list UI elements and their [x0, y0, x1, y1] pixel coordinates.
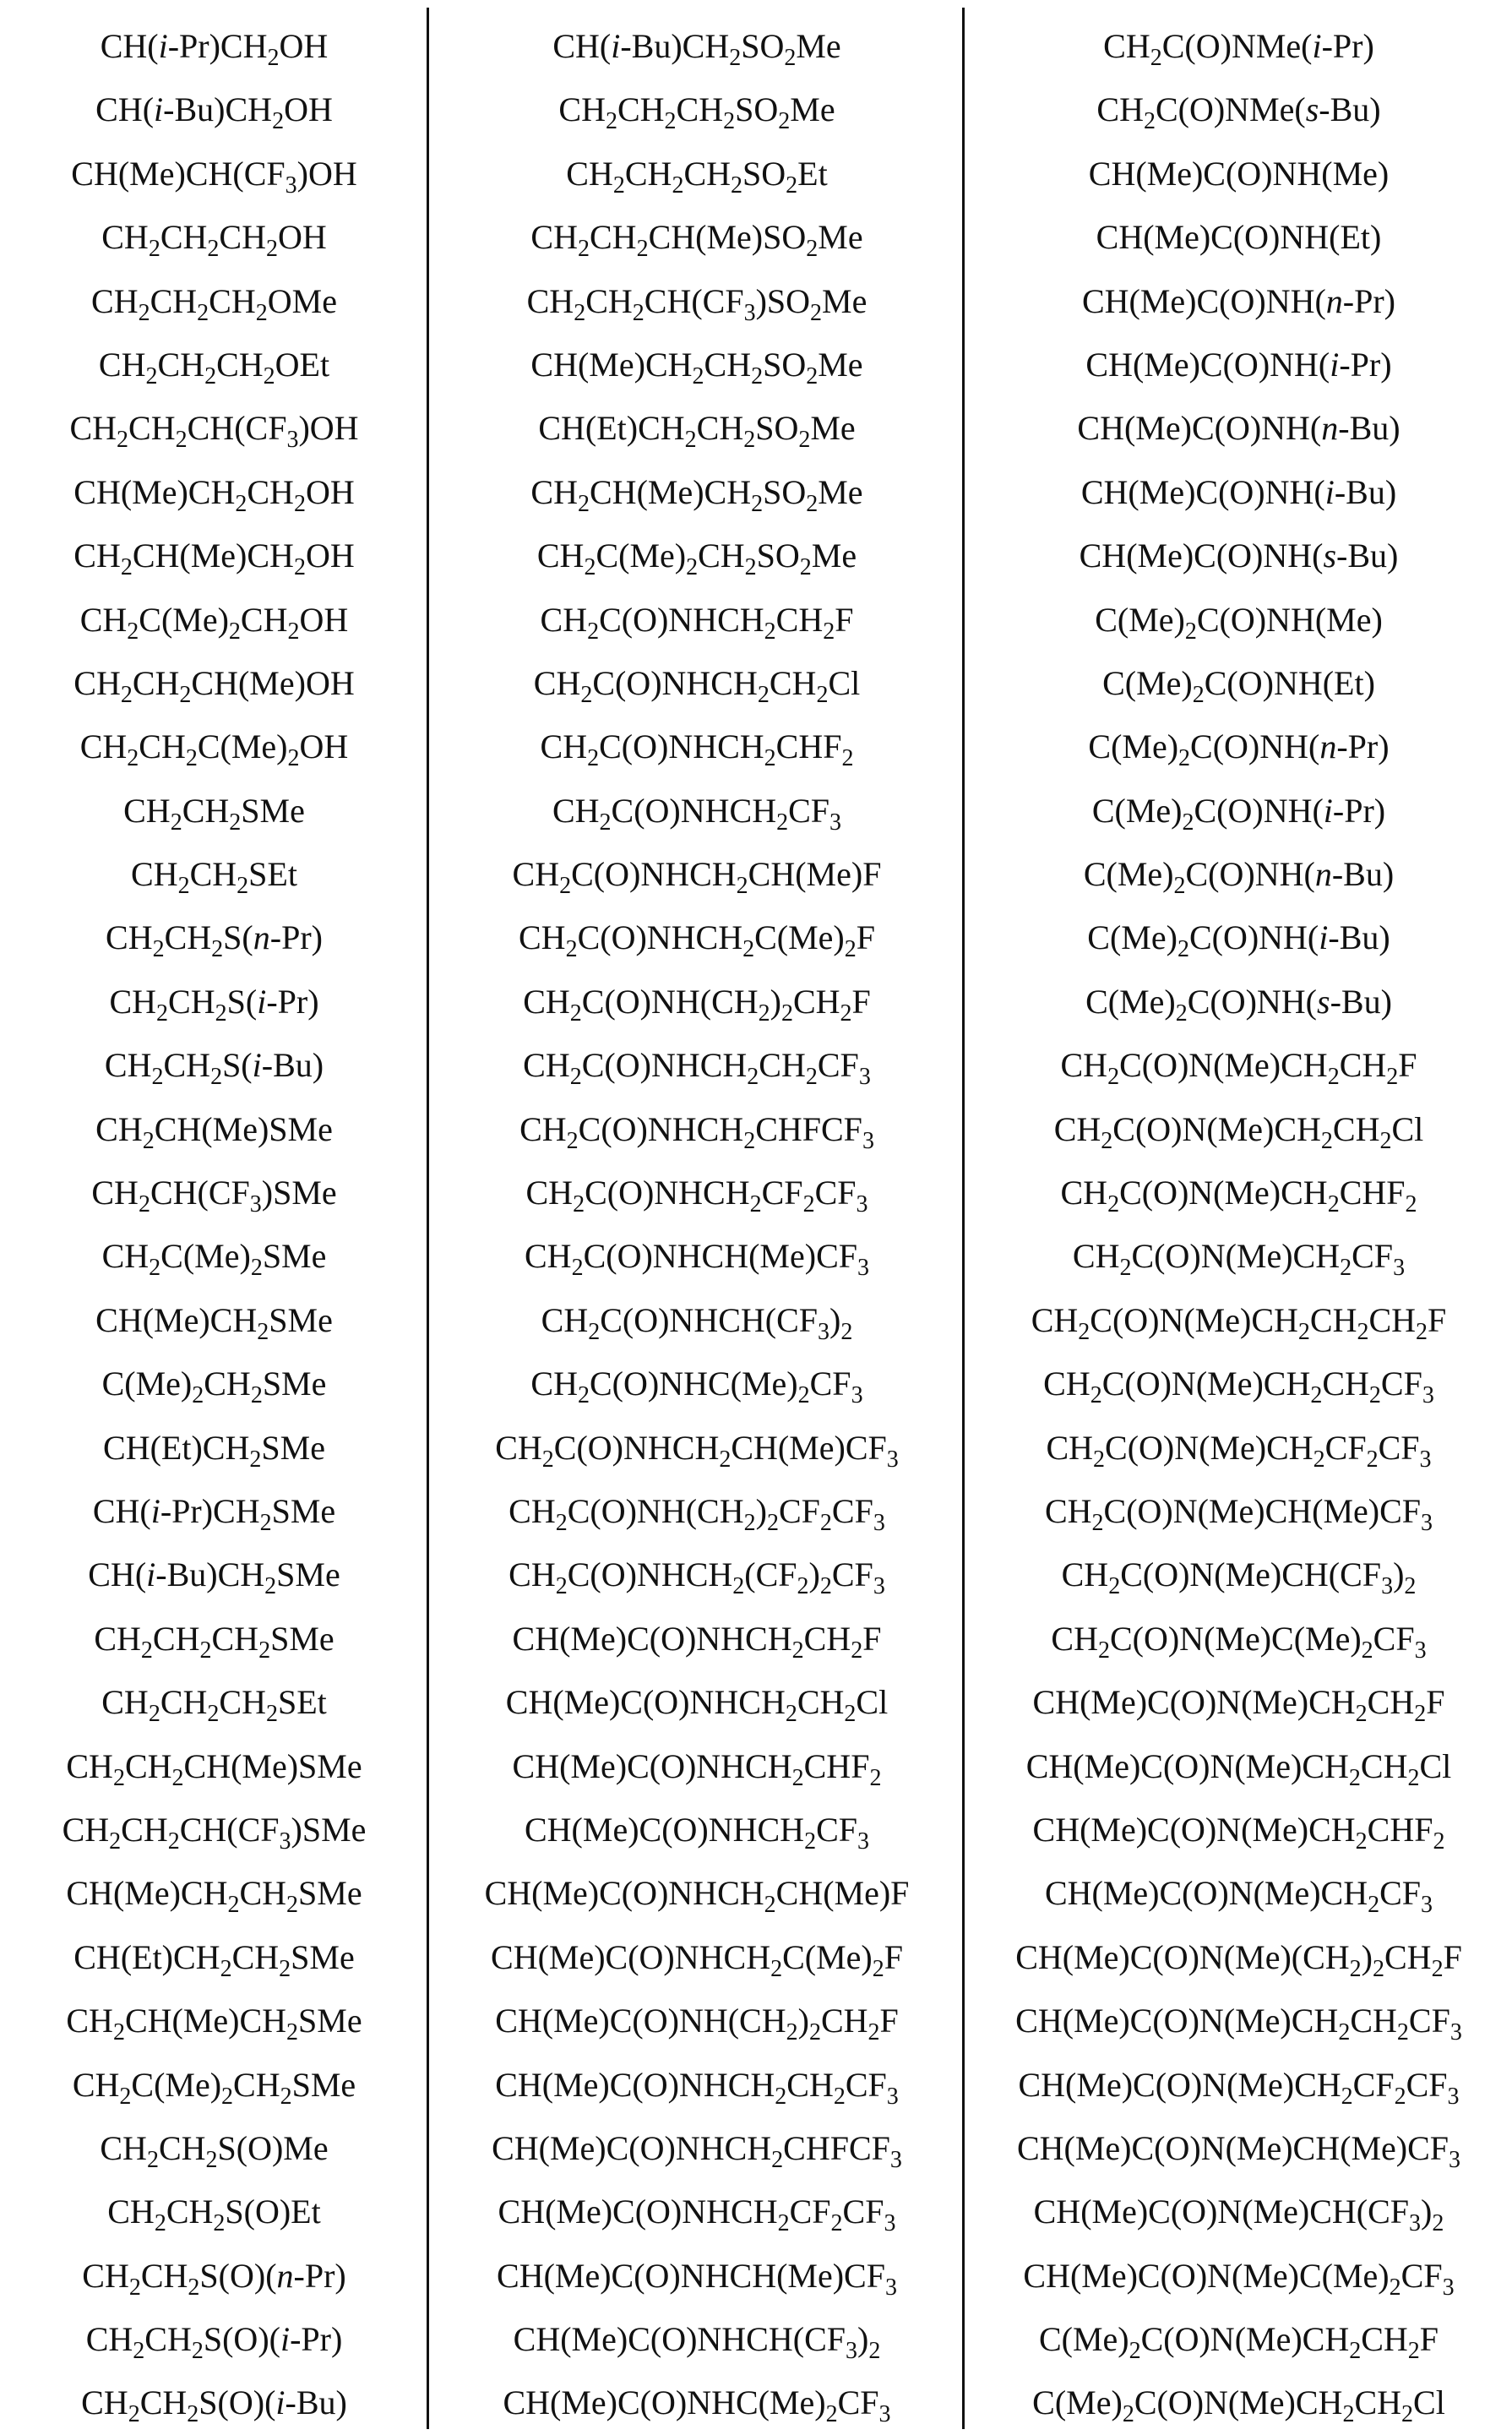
table-cell: CH(Me)C(O)NH(n-Pr): [965, 270, 1512, 333]
table-cell: CH2CH2S(O)(n-Pr): [0, 2244, 428, 2307]
table-cell: C(Me)2C(O)NH(i-Bu): [965, 906, 1512, 969]
table-cell: CH2CH2CH(CF3)SMe: [0, 1798, 428, 1861]
table-cell: CH(Me)C(O)N(Me)(CH2)2CH2F: [965, 1926, 1512, 1989]
table-cell: CH(Me)C(O)NHCH2CH(Me)F: [430, 1861, 964, 1925]
table-cell: CH2CH2S(O)(i-Bu): [0, 2371, 428, 2434]
table-cell: CH2C(O)NHCH2CH2CF3: [430, 1033, 964, 1097]
table-cell: CH(Me)C(O)NH(n-Bu): [965, 396, 1512, 460]
table-cell: CH2CH2CH2SMe: [0, 1607, 428, 1670]
table-cell: CH2CH2CH2SO2Me: [430, 78, 964, 141]
table-cell: CH(Me)C(O)N(Me)CH2CH2F: [965, 1670, 1512, 1734]
table-cell: C(Me)2C(O)NH(i-Pr): [965, 779, 1512, 842]
table-cell: CH(Me)CH2CH2SMe: [0, 1861, 428, 1925]
table-cell: CH(Me)C(O)NH(i-Bu): [965, 460, 1512, 524]
table-cell: CH(Me)C(O)N(Me)CH(CF3)2: [965, 2180, 1512, 2243]
table-cell: CH(Me)C(O)NHCH2CH2F: [430, 1607, 964, 1670]
table-cell: CH2CH2CH(CF3)SO2Me: [430, 270, 964, 333]
table-cell: CH2CH2S(n-Pr): [0, 906, 428, 969]
table-cell: CH(Me)C(O)NHCH2CH2CF3: [430, 2053, 964, 2116]
table-cell: CH(i-Pr)CH2OH: [0, 14, 428, 78]
table-cell: CH2C(O)N(Me)CH2CH2CH2F: [965, 1288, 1512, 1352]
table-cell: CH(Me)C(O)N(Me)CH(Me)CF3: [965, 2116, 1512, 2180]
table-cell: C(Me)2C(O)NH(s-Bu): [965, 970, 1512, 1033]
table-cell: CH(Me)C(O)N(Me)CH2CH2CF3: [965, 1989, 1512, 2052]
table-cell: CH(Me)C(O)NH(s-Bu): [965, 524, 1512, 587]
table-cell: CH2C(O)N(Me)CH2CHF2: [965, 1161, 1512, 1224]
table-cell: CH2CH2CH2OEt: [0, 333, 428, 396]
table-cell: CH2C(O)NH(CH2)2CF2CF3: [430, 1479, 964, 1543]
table-cell: CH2CH2SMe: [0, 779, 428, 842]
table-cell: CH(i-Bu)CH2OH: [0, 78, 428, 141]
table-cell: CH(Et)CH2SMe: [0, 1416, 428, 1479]
table-cell: CH2C(O)NHC(Me)2CF3: [430, 1352, 964, 1415]
table-cell: CH2C(O)NHCH2CF3: [430, 779, 964, 842]
table-cell: CH(Me)C(O)NHCH2CH2Cl: [430, 1670, 964, 1734]
table-cell: CH(Me)C(O)NHCH2CF3: [430, 1798, 964, 1861]
table-cell: CH2CH2CH(Me)OH: [0, 651, 428, 715]
table-cell: CH(Me)C(O)N(Me)CH2CF2CF3: [965, 2053, 1512, 2116]
table-cell: CH2CH2S(O)(i-Pr): [0, 2307, 428, 2371]
table-cell: CH2C(O)NHCH(CF3)2: [430, 1288, 964, 1352]
table-cell: C(Me)2C(O)N(Me)CH2CH2Cl: [965, 2371, 1512, 2434]
table-cell: CH2C(O)NHCH2CHFCF3: [430, 1098, 964, 1161]
table-cell: CH2CH2C(Me)2OH: [0, 715, 428, 778]
table-cell: CH2C(O)N(Me)CH2CF2CF3: [965, 1416, 1512, 1479]
table-cell: CH2CH(Me)CH2SO2Me: [430, 460, 964, 524]
table-cell: CH(i-Bu)CH2SO2Me: [430, 14, 964, 78]
table-cell: CH2CH2CH2SEt: [0, 1670, 428, 1734]
table-cell: CH(i-Pr)CH2SMe: [0, 1479, 428, 1543]
table-cell: CH2CH2S(O)Me: [0, 2116, 428, 2180]
table-cell: CH(Me)C(O)NH(CH2)2CH2F: [430, 1989, 964, 2052]
table-cell: CH(Et)CH2CH2SO2Me: [430, 396, 964, 460]
table-cell: CH(Me)C(O)NHCH(Me)CF3: [430, 2244, 964, 2307]
table-cell: CH(Me)C(O)N(Me)CH2CF3: [965, 1861, 1512, 1925]
table-cell: C(Me)2CH2SMe: [0, 1352, 428, 1415]
table-cell: CH2C(O)N(Me)CH2CF3: [965, 1224, 1512, 1288]
table-cell: CH2C(Me)2CH2SO2Me: [430, 524, 964, 587]
table-cell: CH2CH2CH(Me)SO2Me: [430, 205, 964, 269]
table-cell: CH(Me)C(O)NHC(Me)2CF3: [430, 2371, 964, 2434]
table-cell: CH(Me)CH2SMe: [0, 1288, 428, 1352]
table-cell: CH2C(O)NMe(s-Bu): [965, 78, 1512, 141]
table-cell: CH2C(O)N(Me)CH(CF3)2: [965, 1543, 1512, 1606]
table-cell: CH(Me)C(O)NH(Me): [965, 142, 1512, 205]
table-cell: CH2CH(Me)CH2SMe: [0, 1989, 428, 2052]
table-column-1: [0, 14, 428, 2435]
table-cell: CH2CH(CF3)SMe: [0, 1161, 428, 1224]
table-column-3: [965, 14, 1512, 2435]
table-cell: CH2CH2S(O)Et: [0, 2180, 428, 2243]
table-cell: CH2C(O)NHCH2CHF2: [430, 715, 964, 778]
table-cell: CH2C(O)NHCH(Me)CF3: [430, 1224, 964, 1288]
table-cell: CH2CH2SEt: [0, 842, 428, 906]
table-cell: CH2CH2S(i-Bu): [0, 1033, 428, 1097]
table-cell: CH(Me)C(O)NHCH2C(Me)2F: [430, 1926, 964, 1989]
table-cell: CH2C(O)NHCH2CH2Cl: [430, 651, 964, 715]
table-cell: CH(i-Bu)CH2SMe: [0, 1543, 428, 1606]
table-cell: CH(Me)C(O)N(Me)CH2CH2Cl: [965, 1735, 1512, 1798]
table-cell: CH2CH2CH(CF3)OH: [0, 396, 428, 460]
table-cell: CH2CH2CH2OMe: [0, 270, 428, 333]
table-cell: CH2C(Me)2CH2SMe: [0, 2053, 428, 2116]
table-cell: CH2C(O)N(Me)CH2CH2Cl: [965, 1098, 1512, 1161]
table-cell: CH(Me)CH(CF3)OH: [0, 142, 428, 205]
table-cell: CH2C(O)NH(CH2)2CH2F: [430, 970, 964, 1033]
table-cell: CH2C(O)N(Me)CH2CH2CF3: [965, 1352, 1512, 1415]
table-cell: CH2C(O)NHCH2(CF2)2CF3: [430, 1543, 964, 1606]
table-cell: CH2C(O)N(Me)C(Me)2CF3: [965, 1607, 1512, 1670]
table-cell: CH2C(O)NHCH2CH2F: [430, 588, 964, 651]
table-cell: C(Me)2C(O)NH(n-Bu): [965, 842, 1512, 906]
table-cell: CH(Me)C(O)NHCH2CHF2: [430, 1735, 964, 1798]
table-cell: CH(Me)C(O)NH(i-Pr): [965, 333, 1512, 396]
table-cell: CH2CH(Me)SMe: [0, 1098, 428, 1161]
table-cell: CH2CH2CH(Me)SMe: [0, 1735, 428, 1798]
table-cell: C(Me)2C(O)NH(Et): [965, 651, 1512, 715]
table-cell: CH2C(O)NHCH2C(Me)2F: [430, 906, 964, 969]
table-cell: CH(Me)CH2CH2SO2Me: [430, 333, 964, 396]
table-cell: CH(Me)C(O)N(Me)CH2CHF2: [965, 1798, 1512, 1861]
table-cell: CH2C(O)NMe(i-Pr): [965, 14, 1512, 78]
table-cell: CH2C(O)NHCH2CH(Me)F: [430, 842, 964, 906]
table-cell: C(Me)2C(O)NH(n-Pr): [965, 715, 1512, 778]
table-cell: CH2C(O)NHCH2CH(Me)CF3: [430, 1416, 964, 1479]
table-cell: CH(Et)CH2CH2SMe: [0, 1926, 428, 1989]
column-divider: [427, 8, 429, 2429]
table-cell: CH(Me)C(O)NHCH2CF2CF3: [430, 2180, 964, 2243]
table-cell: CH2CH2CH2OH: [0, 205, 428, 269]
table-cell: CH(Me)C(O)NHCH(CF3)2: [430, 2307, 964, 2371]
table-cell: CH(Me)C(O)NHCH2CHFCF3: [430, 2116, 964, 2180]
table-cell: CH(Me)C(O)N(Me)C(Me)2CF3: [965, 2244, 1512, 2307]
table-column-2: [430, 14, 964, 2435]
table-cell: CH2CH2S(i-Pr): [0, 970, 428, 1033]
table-cell: CH2CH2CH2SO2Et: [430, 142, 964, 205]
table-cell: CH2C(O)NHCH2CF2CF3: [430, 1161, 964, 1224]
table-cell: C(Me)2C(O)N(Me)CH2CH2F: [965, 2307, 1512, 2371]
table-cell: CH(Me)C(O)NH(Et): [965, 205, 1512, 269]
table-cell: C(Me)2C(O)NH(Me): [965, 588, 1512, 651]
table-cell: CH2CH(Me)CH2OH: [0, 524, 428, 587]
table-cell: CH2C(Me)2SMe: [0, 1224, 428, 1288]
table-cell: CH(Me)CH2CH2OH: [0, 460, 428, 524]
column-divider: [962, 8, 965, 2429]
table-cell: CH2C(O)N(Me)CH2CH2F: [965, 1033, 1512, 1097]
table-cell: CH2C(O)N(Me)CH(Me)CF3: [965, 1479, 1512, 1543]
table-cell: CH2C(Me)2CH2OH: [0, 588, 428, 651]
